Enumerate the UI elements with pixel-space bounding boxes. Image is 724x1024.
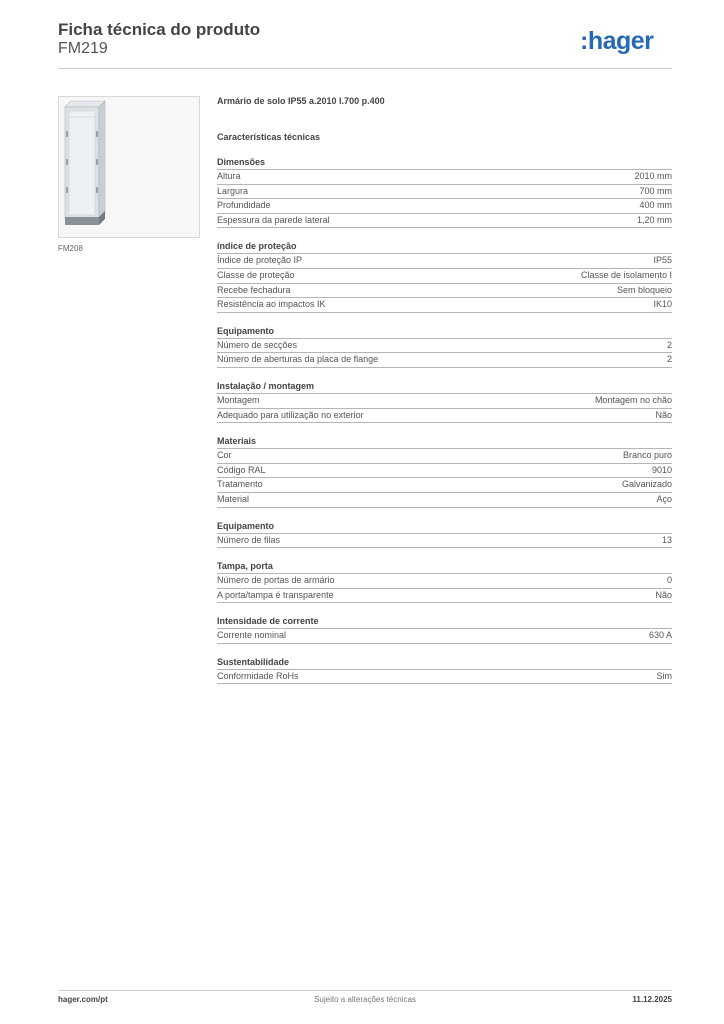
spec-group <box>217 156 672 228</box>
spec-label: Largura <box>217 185 249 196</box>
spec-label: Cor <box>217 450 232 461</box>
spec-group <box>217 520 672 549</box>
spec-value: Branco puro <box>622 450 672 461</box>
document-title: Ficha técnica do produto <box>58 20 261 39</box>
spec-label: Material <box>217 493 250 504</box>
spec-value: 13 <box>661 534 672 545</box>
footer-website: hager.com/pt <box>58 995 108 1004</box>
spec-value: Sim <box>656 670 672 681</box>
product-code: FM219 <box>58 40 108 57</box>
spec-group-title: Equipamento <box>217 520 672 534</box>
spec-value: 9010 <box>651 464 672 475</box>
spec-label: Tratamento <box>217 479 263 490</box>
spec-value: Não <box>655 409 672 420</box>
footer-divider <box>58 990 672 991</box>
spec-row <box>217 574 672 589</box>
section-heading: Características técnicas <box>217 132 321 142</box>
page-header <box>58 20 260 58</box>
spec-value: 2 <box>666 354 672 365</box>
spec-value: Classe de isolamento I <box>580 269 672 280</box>
svg-text::hager: :hager <box>580 27 654 55</box>
spec-row <box>217 185 672 200</box>
spec-label: Conformidade RoHs <box>217 670 299 681</box>
spec-group-title: Tampa, porta <box>217 560 672 574</box>
spec-row <box>217 670 672 685</box>
spec-label: Número de aberturas da placa de flange <box>217 354 379 365</box>
spec-label: Índice de proteção IP <box>217 255 303 266</box>
spec-row <box>217 254 672 269</box>
spec-value: 1,20 mm <box>636 214 672 225</box>
spec-label: Espessura da parede lateral <box>217 214 330 225</box>
spec-group <box>217 435 672 507</box>
spec-value: 630 A <box>648 630 672 641</box>
spec-label: Número de filas <box>217 534 281 545</box>
spec-group-title: Intensidade de corrente <box>217 615 672 629</box>
spec-row <box>217 629 672 644</box>
hager-logo <box>580 27 672 57</box>
spec-value: Não <box>655 589 672 600</box>
spec-label: Classe de proteção <box>217 269 295 280</box>
spec-row <box>217 464 672 479</box>
spec-row <box>217 170 672 185</box>
spec-row <box>217 298 672 313</box>
spec-value: IK10 <box>653 299 672 310</box>
spec-row <box>217 269 672 284</box>
spec-label: Número de portas de armário <box>217 575 335 586</box>
spec-label: Montagem <box>217 394 260 405</box>
spec-value: 2010 mm <box>634 171 672 181</box>
spec-row <box>217 199 672 214</box>
spec-row <box>217 339 672 354</box>
spec-row <box>217 449 672 464</box>
header-divider <box>58 68 672 69</box>
spec-value: Aço <box>656 493 672 504</box>
spec-value: IP55 <box>653 255 672 266</box>
spec-label: Adequado para utilização no exterior <box>217 409 364 420</box>
spec-value: 400 mm <box>639 200 672 211</box>
spec-value: 2 <box>666 339 672 350</box>
product-description: Armário de solo IP55 a.2010 l.700 p.400 <box>217 96 385 106</box>
cabinet-illustration <box>59 97 199 237</box>
spec-row <box>217 214 672 229</box>
spec-group-title: Equipamento <box>217 325 672 339</box>
spec-group-title: Sustentabilidade <box>217 656 672 670</box>
spec-label: Altura <box>217 171 241 181</box>
spec-value: Galvanizado <box>621 479 672 490</box>
spec-row <box>217 493 672 508</box>
spec-group-title: Materiais <box>217 435 672 449</box>
spec-value: 700 mm <box>639 185 672 196</box>
footer-date: 11.12.2025 <box>632 995 672 1004</box>
spec-label: Número de secções <box>217 339 298 350</box>
spec-group-title: Instalação / montagem <box>217 380 672 394</box>
spec-label: Profundidade <box>217 200 271 211</box>
spec-value: Sem bloqueio <box>616 284 672 295</box>
spec-group-title: Dimensões <box>217 156 672 170</box>
spec-row <box>217 284 672 299</box>
spec-value: Montagem no chão <box>594 394 672 405</box>
spec-label: Resistência ao impactos IK <box>217 299 326 310</box>
page-footer <box>58 995 672 1009</box>
spec-groups <box>217 156 672 684</box>
spec-row <box>217 394 672 409</box>
specifications <box>217 94 672 684</box>
spec-group <box>217 380 672 423</box>
product-image <box>58 96 200 238</box>
spec-row <box>217 409 672 424</box>
spec-row <box>217 353 672 368</box>
spec-label: Corrente nominal <box>217 630 287 641</box>
spec-label: A porta/tampa é transparente <box>217 589 334 600</box>
spec-group <box>217 615 672 644</box>
spec-group <box>217 656 672 685</box>
spec-group-title: índice de proteção <box>217 240 672 254</box>
image-caption: FM208 <box>58 244 83 253</box>
spec-group <box>217 560 672 603</box>
spec-label: Recebe fechadura <box>217 284 291 295</box>
spec-value: 0 <box>666 575 672 586</box>
spec-group <box>217 325 672 368</box>
spec-group <box>217 240 672 312</box>
footer-notice: Sujeito a alterações técnicas <box>314 995 416 1004</box>
spec-row <box>217 534 672 549</box>
spec-label: Código RAL <box>217 464 266 475</box>
spec-row <box>217 589 672 604</box>
spec-row <box>217 478 672 493</box>
